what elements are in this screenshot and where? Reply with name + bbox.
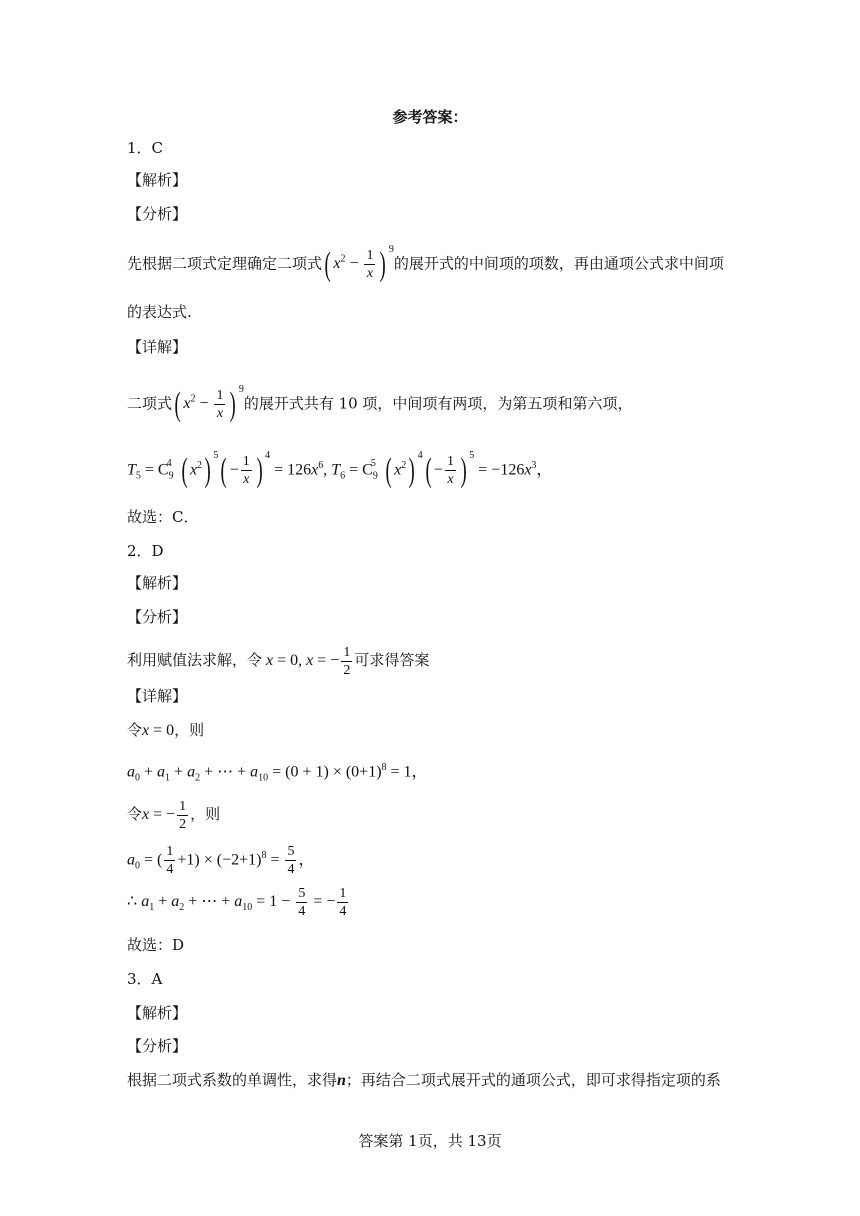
q1-jiexi-heading: 【解析】 — [127, 171, 188, 189]
substitution-values: x = 0, x = − $\frac{1}{2}$ — [266, 644, 351, 678]
q2-fenxi-heading: 【分析】 — [127, 608, 188, 626]
q2-sum-formula: $a_0 + a_1 + a_2$ + ⋯ + $a_{10} = (0 + 1) \times (0+1)^8 = 1$， — [127, 762, 428, 784]
q3-number: 3．A — [127, 970, 163, 988]
q1-fenxi-post: 的展开式的中间项的项数，再由通项公式求中间项 — [393, 254, 724, 273]
page-title: 参考答案： — [392, 108, 468, 126]
q2-answer: 故选：D — [127, 936, 185, 954]
q3-fenxi-heading: 【分析】 — [127, 1037, 188, 1055]
q1-fenxi-pre: 先根据二项式定理确定二项式 — [127, 254, 323, 273]
q2-result-formula: ∴ $a_1 + a_2$ + ⋯ + $a_{10} = 1$ − $\frac{5}{4}$ = − $\frac{1}{4}$ — [127, 885, 347, 919]
q2-jiexi-heading: 【解析】 — [127, 574, 188, 592]
q1-answer: 故选：C． — [127, 508, 199, 526]
q3-fenxi-text: 根据二项式系数的单调性，求得n；再结合二项式展开式的通项公式，即可求得指定项的系 — [127, 1071, 721, 1089]
q1-formula-t5-t6: $T_5 = C_9^4$ ( $x^2$) $^5$( − $\frac{1}{x}$ ) $^4 = 126x^6$, $T_6 = C_9^5$ ( $x^2$) $^4$( − $\frac{1}{x}$ ) $^5 = -126x^3$， — [127, 450, 553, 489]
q2-fenxi-post: 可求得答案 — [354, 651, 430, 669]
q1-fenxi-heading: 【分析】 — [127, 205, 188, 223]
q1-detail-post: 的展开式共有 10 项，中间项有两项，为第五项和第六项， — [243, 394, 633, 413]
q2-number: 2．D — [127, 542, 164, 560]
q1-fenxi-text — [127, 238, 724, 288]
q1-fenxi-line2: 的表达式. — [127, 303, 192, 321]
q2-a0-formula: $a_0$ = ( $\frac{1}{4}$ $+1) \times (-2+1)^8$ = $\frac{5}{4}$ ， — [127, 844, 315, 878]
q3-jiexi-heading: 【解析】 — [127, 1004, 188, 1022]
q2-xiangjie-heading: 【详解】 — [127, 687, 188, 705]
q1-xiangjie-heading: 【详解】 — [127, 338, 188, 356]
binomial-expression-2: ( $x^2$ − $\frac{1}{x}$ ) $^9$ — [174, 384, 244, 423]
q2-fenxi-text — [127, 640, 429, 681]
q2-ling-2: 令x = − $\frac{1}{2}$ ，则 — [127, 798, 221, 832]
page-footer: 答案第 1页，共 13页 — [358, 1132, 502, 1150]
q2-ling-1: 令x = 0，则 — [127, 721, 205, 739]
q1-detail-pre: 二项式 — [127, 394, 173, 413]
binomial-expression: ( $x^2$ − $\frac{1}{x}$ ) $^9$ — [324, 244, 394, 283]
q1-detail-text — [127, 378, 632, 428]
q2-fenxi-pre: 利用赋值法求解，令 — [127, 651, 263, 669]
q1-number: 1．C — [127, 139, 164, 157]
